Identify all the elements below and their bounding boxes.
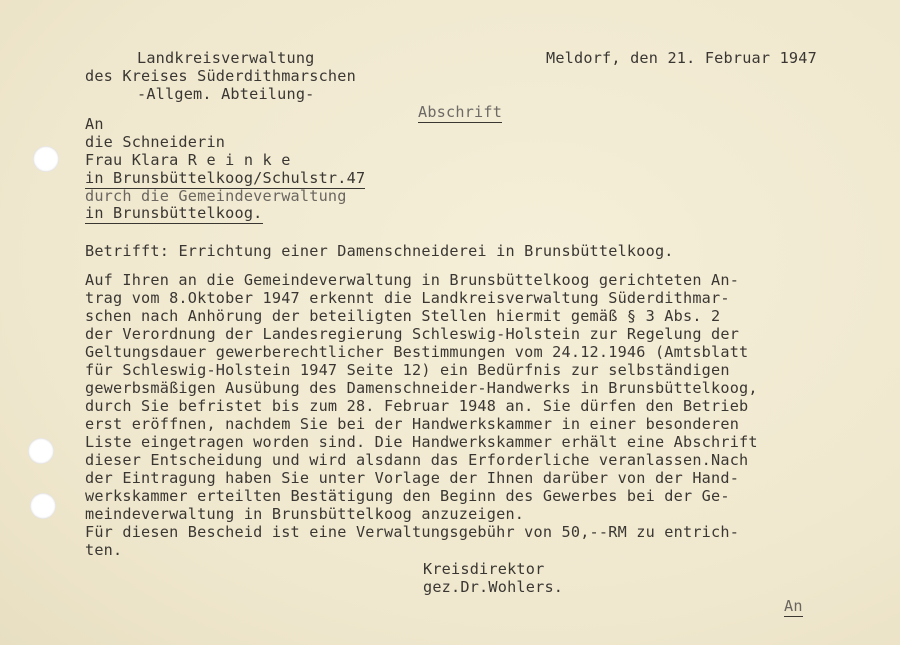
- body-line: Geltungsdauer gewerberechtlicher Bestimmungen vom 24.12.1946 (Amtsblatt: [85, 343, 749, 361]
- place-date: Meldorf, den 21. Februar 1947: [546, 49, 817, 67]
- recipient-name: Frau Klara R e i n k e: [85, 151, 291, 169]
- sender-line-3: -Allgem. Abteilung-: [137, 85, 315, 103]
- body-line: trag vom 8.Oktober 1947 erkennt die Landkreisverwaltung Süderdithmar-: [85, 289, 730, 307]
- subject-text: Errichtung einer Damenschneiderei in Brunsbüttelkoog.: [178, 242, 674, 260]
- copy-label: Abschrift: [418, 103, 503, 121]
- punch-hole: [30, 493, 56, 519]
- body-line: Auf Ihren an die Gemeindeverwaltung in Brunsbüttelkoog gerichteten An-: [85, 271, 740, 289]
- recipient-via-place: in Brunsbüttelkoog.: [85, 204, 263, 222]
- body-line: ten.: [85, 541, 123, 559]
- sender-line-2: des Kreises Süderdithmarschen: [85, 67, 356, 85]
- footer-mark: An: [784, 597, 803, 615]
- body-line: gewerbsmäßigen Ausübung des Damenschneider-Handwerks in Brunsbüttelkoog,: [85, 379, 758, 397]
- body-line: Für diesen Bescheid ist eine Verwaltungsgebühr von 50,--RM zu entrich-: [85, 523, 740, 541]
- body-line: erst eröffnen, nachdem Sie bei der Handwerkskammer in einer besonderen: [85, 415, 740, 433]
- body-line: der Eintragung haben Sie unter Vorlage der Ihnen darüber von der Hand-: [85, 469, 740, 487]
- body-line: durch Sie befristet bis zum 28. Februar 1948 an. Sie dürfen den Betrieb: [85, 397, 749, 415]
- body-line: der Verordnung der Landesregierung Schleswig-Holstein zur Regelung der: [85, 325, 740, 343]
- body-line: für Schleswig-Holstein 1947 Seite 12) ein Bedürfnis zur selbständigen: [85, 361, 730, 379]
- body-line: schen nach Anhörung der beteiligten Stellen hiermit gemäß § 3 Abs. 2: [85, 307, 721, 325]
- recipient-an: An: [85, 115, 104, 133]
- signature-title: Kreisdirektor: [423, 560, 545, 578]
- punch-hole: [33, 146, 59, 172]
- body-line: dieser Entscheidung und wird alsdann das Erforderliche veranlassen.Nach: [85, 451, 749, 469]
- subject-line: [85, 243, 674, 260]
- signature-name: gez.Dr.Wohlers.: [423, 578, 564, 596]
- punch-hole: [28, 438, 54, 464]
- recipient-line-1: die Schneiderin: [85, 133, 226, 151]
- recipient-address: in Brunsbüttelkoog/Schulstr.47: [85, 169, 366, 187]
- sender-line-1: Landkreisverwaltung: [137, 49, 315, 67]
- subject-label: Betrifft:: [85, 242, 170, 260]
- recipient-via: durch die Gemeindeverwaltung: [85, 187, 347, 205]
- body-line: Liste eingetragen worden sind. Die Handwerkskammer erhält eine Abschrift: [85, 433, 758, 451]
- body-line: werkskammer erteilten Bestätigung den Beginn des Gewerbes bei der Ge-: [85, 487, 730, 505]
- body-line: meindeverwaltung in Brunsbüttelkoog anzuzeigen.: [85, 505, 525, 523]
